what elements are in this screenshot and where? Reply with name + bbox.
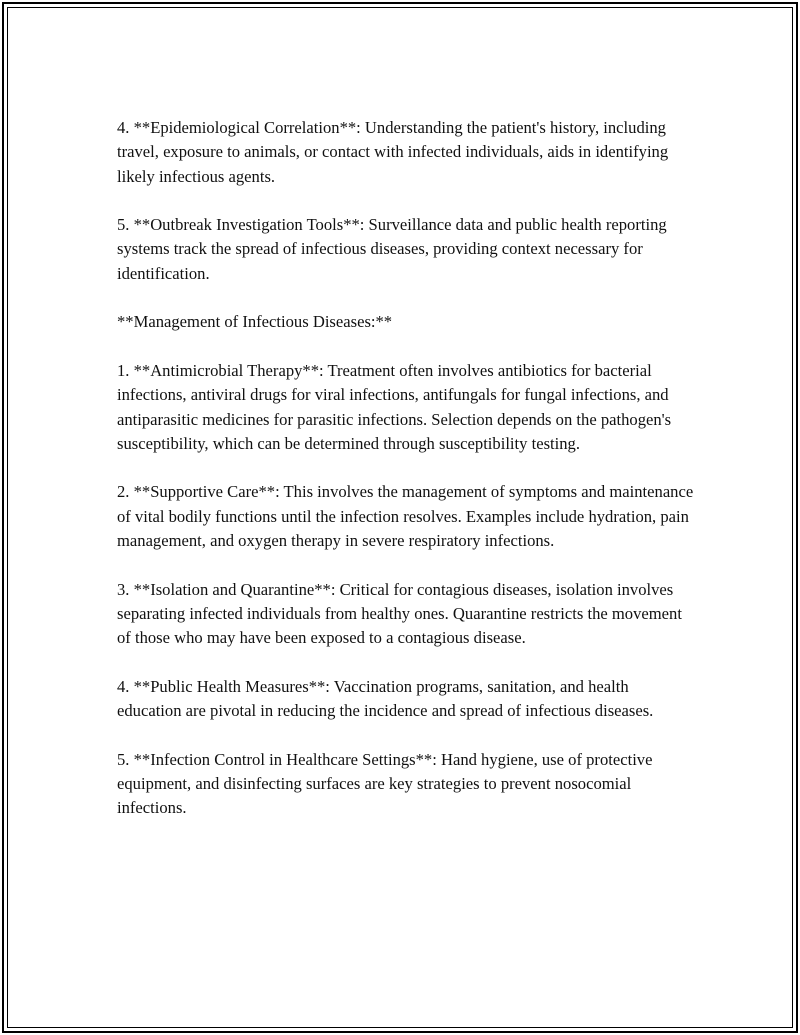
section-heading-management: **Management of Infectious Diseases:** (117, 312, 393, 332)
paragraph-infection-control: 5. **Infection Control in Healthcare Settings**: Hand hygiene, use of protective equipment, and disinfecting surfaces are key strategies to prevent nosocomial infections. (117, 749, 653, 818)
paragraph-public-health-measures: 4. **Public Health Measures**: Vaccination programs, sanitation, and health education are pivotal in reducing the incidence and spread of infectious diseases. (117, 676, 654, 721)
paragraph-antimicrobial-therapy: 1. **Antimicrobial Therapy**: Treatment often involves antibiotics for bacterial infections, antiviral drugs for viral infections, antifungals for fungal infections, and antiparasitic medicines for parasitic infections. Selection depends on the pathogen's susceptibility, which can be determined through susceptibility testing. (117, 360, 672, 453)
paragraph-isolation-quarantine: 3. **Isolation and Quarantine**: Critical for contagious diseases, isolation involves separating infected individuals from healthy ones. Quarantine restricts the movement of those who may have been exposed to a contagious disease. (117, 579, 682, 648)
paragraph-supportive-care: 2. **Supportive Care**: This involves the management of symptoms and maintenance of vital bodily functions until the infection resolves. Examples include hydration, pain management, and oxygen therapy in severe respiratory infections. (117, 482, 694, 551)
document-body (117, 116, 697, 821)
paragraph-outbreak-investigation-tools: 5. **Outbreak Investigation Tools**: Surveillance data and public health reporting systems track the spread of infectious diseases, providing context necessary for identification. (117, 215, 667, 283)
paragraph-epidemiological-correlation: 4. **Epidemiological Correlation**: Understanding the patient's history, including travel, exposure to animals, or contact with infected individuals, aids in identifying likely infectious agents. (117, 118, 669, 186)
